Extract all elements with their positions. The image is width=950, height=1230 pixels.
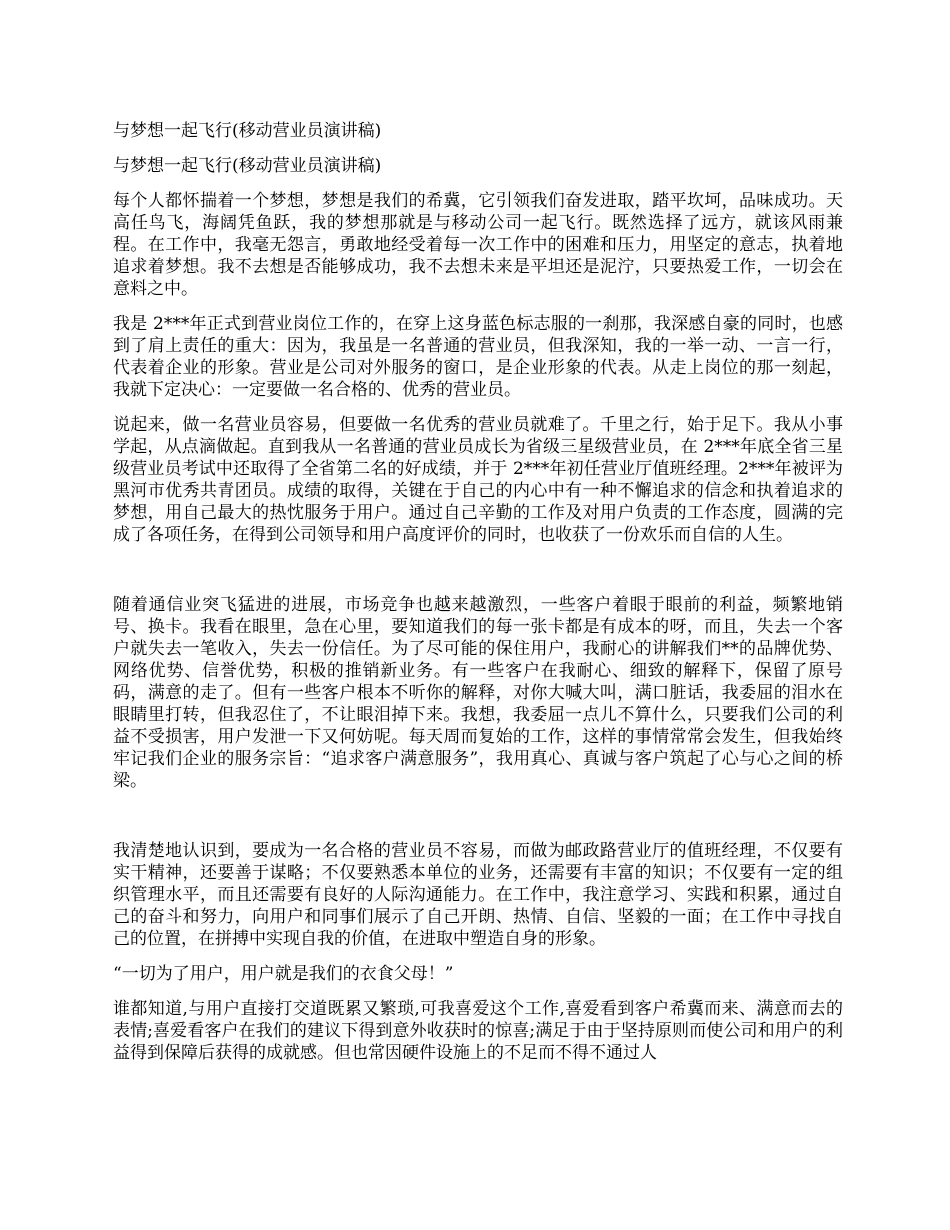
document-page	[113, 120, 843, 1077]
paragraph-gap	[113, 559, 843, 594]
paragraph-start-work: 我是 2***年正式到营业岗位工作的，在穿上这身蓝色标志服的一刹那，我深感自豪的同时，也感到了肩上责任的重大：因为，我虽是一名普通的营业员，但我深知，我的一举一动、一言一行，代表着企业的形象。营业是公司对外服务的窗口，是企业形象的代表。从走上岗位的那一刻起，我就下定决心：一定要做一名合格的、优秀的营业员。	[113, 314, 843, 400]
paragraph-competition: 随着通信业突飞猛进的进展，市场竞争也越来越激烈，一些客户着眼于眼前的利益，频繁地销号、换卡。我看在眼里，急在心里，要知道我们的每一张卡都是有成本的呀，而且，失去一个客户就失去一笔收入，失去一份信任。为了尽可能的保住用户，我耐心的讲解我们**的品牌优势、网络优势、信誉优势，积极的推销新业务。有一些客户在我耐心、细致的解释下，保留了原号码，满意的走了。但有一些客户根本不听你的解释，对你大喊大叫，满口脏话，我委屈的泪水在眼睛里打转，但我忍住了，不让眼泪掉下来。我想，我委屈一点儿不算什么，只要我们公司的利益不受损害，用户发泄一下又何妨呢。每天周而复始的工作，这样的事情常常会发生，但我始终牢记我们企业的服务宗旨：“追求客户满意服务”，我用真心、真诚与客户筑起了心与心之间的桥梁。	[113, 595, 843, 791]
paragraph-love-work: 谁都知道,与用户直接打交道既累又繁琐,可我喜爱这个工作,喜爱看到客户希冀而来、满意而去的表情;喜爱看客户在我们的建议下得到意外收获时的惊喜;满足于由于坚持原则而使公司和用户的利益得到保障后获得的成就感。但也常因硬件设施上的不足而不得不通过人	[113, 999, 843, 1063]
quote-customer-first: “一切为了用户，用户就是我们的衣食父母！”	[113, 964, 454, 984]
paragraph-gap	[113, 805, 843, 840]
paragraph-manager: 我清楚地认识到，要成为一名合格的营业员不容易，而做为邮政路营业厅的值班经理，不仅要有实干精神，还要善于谋略；不仅要熟悉本单位的业务，还需要有丰富的知识；不仅要有一定的组织管理水平，而且还需要有良好的人际沟通能力。在工作中，我注意学习、实践和积累，通过自己的奋斗和努力，向用户和同事们展示了自己开朗、热情、自信、坚毅的一面；在工作中寻找自己的位置，在拼搏中实现自我的价值，在进取中塑造自身的形象。	[113, 841, 843, 949]
paragraph-dream: 每个人都怀揣着一个梦想，梦想是我们的希冀，它引领我们奋发进取，踏平坎坷，品味成功。天高任鸟飞，海阔凭鱼跃，我的梦想那就是与移动公司一起飞行。既然选择了远方，就该风雨兼程。在工作中，我毫无怨言，勇敢地经受着每一次工作中的困难和压力，用坚定的意志，执着地追求着梦想。我不去想是否能够成功，我不去想未来是平坦还是泥泞，只要热爱工作，一切会在意料之中。	[113, 191, 843, 299]
paragraph-growth: 说起来，做一名营业员容易，但要做一名优秀的营业员就难了。千里之行，始于足下。我从小事学起，从点滴做起。直到我从一名普通的营业员成长为省级三星级营业员，在 2***年底全省三星级营业员考试中还取得了全省第二名的好成绩，并于 2***年初任营业厅值班经理。2***年被评为黑河市优秀共青团员。成绩的取得，关键在于自己的内心中有一种不懈追求的信念和执着追求的梦想，用自己最大的热忱服务于用户。通过自己辛勤的工作及对用户负责的工作态度，圆满的完成了各项任务，在得到公司领导和用户高度评价的同时，也收获了一份欢乐而自信的人生。	[113, 415, 843, 545]
document-subtitle: 与梦想一起飞行(移动营业员演讲稿)	[113, 156, 382, 176]
document-title: 与梦想一起飞行(移动营业员演讲稿)	[113, 121, 382, 141]
